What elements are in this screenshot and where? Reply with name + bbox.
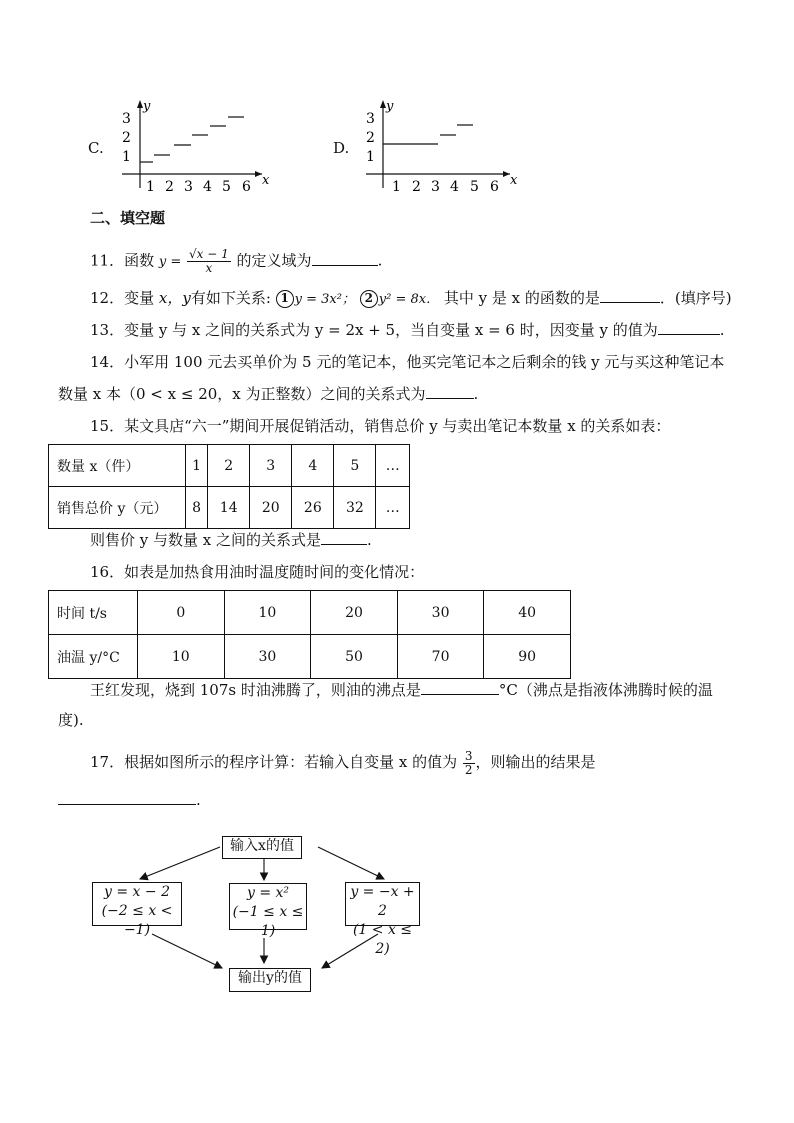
- q12-prefix: 12．变量: [90, 289, 155, 307]
- q16-line-1-text: 王红发现，烧到 107s 时油沸腾了，则油的沸点是: [90, 681, 421, 699]
- table-cell: 30: [397, 591, 484, 635]
- table-cell: 2: [208, 445, 250, 487]
- choice-d-label: D.: [333, 139, 350, 157]
- choice-c-label: C.: [88, 139, 104, 157]
- y-tick-1: 1: [366, 149, 375, 165]
- table-cell: 3: [250, 445, 292, 487]
- y-axis-label: y: [143, 99, 151, 114]
- question-15-intro: 15．某文具店“六一”期间开展促销活动，销售总价 y 与卖出笔记本数量 x 的关系如表：: [90, 417, 671, 435]
- q13-text: 13．变量 y 与 x 之间的关系式为 y = 2x + 5，当自变量 x = 6 时，因变量 y 的值为: [90, 321, 658, 339]
- table-cell: 4: [292, 445, 334, 487]
- x-axis-label: x: [262, 173, 270, 188]
- q11-tail: 的定义域为: [236, 251, 312, 270]
- table-cell: 70: [397, 635, 484, 679]
- q14-line-2-text: 数量 x 本（0 < x ≤ 20，x 为正整数）之间的关系式为: [58, 385, 426, 403]
- q17-frac-num: 3: [464, 748, 473, 763]
- q11-end: .: [377, 251, 383, 270]
- q12-tail: 其中 y 是 x 的函数的是: [443, 289, 600, 307]
- flow-middle-equation: y = x²: [246, 885, 290, 901]
- q11-numerator: √x − 1: [189, 247, 229, 261]
- table-cell: 5: [334, 445, 376, 487]
- x-tick-5: 5: [222, 179, 231, 194]
- flow-middle-box: [229, 883, 307, 939]
- flow-output-box: 输出y的值: [229, 968, 311, 992]
- q11-denominator: x: [205, 261, 213, 275]
- x-tick-3: 3: [184, 179, 193, 194]
- table-cell: 30: [224, 635, 311, 679]
- y-tick-3: 3: [366, 111, 375, 127]
- flow-right-equation: y = −x + 2: [350, 884, 415, 919]
- table-cell: 10: [224, 591, 311, 635]
- q15-row1-label: 数量 x（件）: [49, 445, 186, 487]
- q12-mid: 有如下关系:: [190, 289, 271, 307]
- x-tick-1: 1: [146, 179, 155, 194]
- y-tick-2: 2: [366, 130, 375, 146]
- q14-end: .: [473, 385, 479, 403]
- flow-left-equation: y = x − 2: [104, 884, 170, 900]
- q12-relation-2: y² = 8x．: [378, 292, 440, 307]
- table-cell: …: [376, 487, 410, 529]
- q16-row1-label: 时间 t/s: [49, 591, 138, 635]
- y-tick-3: 3: [122, 111, 131, 127]
- q17-end: .: [196, 791, 201, 809]
- q12-vars: x，y: [158, 289, 191, 307]
- x-tick-2: 2: [412, 179, 421, 194]
- flow-left-box: [92, 882, 182, 938]
- circled-one-icon: 1: [276, 290, 294, 308]
- q15-row2-label: 销售总价 y（元）: [49, 487, 186, 529]
- question-16-line-2: 度).: [58, 711, 84, 729]
- table-cell: 20: [250, 487, 292, 529]
- x-tick-1: 1: [392, 179, 401, 194]
- x-tick-4: 4: [203, 179, 212, 194]
- q17-tail: ，则输出的结果是: [475, 753, 596, 771]
- q16-row2-label: 油温 y/°C: [49, 635, 138, 679]
- x-axis-label: x: [510, 173, 518, 188]
- circled-two-icon: 2: [360, 290, 378, 308]
- q15-end: .: [367, 531, 372, 549]
- table-cell: 20: [311, 591, 398, 635]
- flow-input-box: 输入x的值: [222, 836, 302, 859]
- y-axis-label: y: [386, 99, 394, 114]
- table-cell: 32: [334, 487, 376, 529]
- q17-text: 17．根据如图所示的程序计算：若输入自变量 x 的值为: [90, 753, 458, 771]
- q12-end: ．(填序号): [659, 289, 732, 307]
- x-tick-6: 6: [490, 179, 499, 194]
- x-tick-5: 5: [470, 179, 479, 194]
- table-cell: 0: [138, 591, 225, 635]
- section-title: 二、填空题: [90, 209, 166, 227]
- table-cell: 40: [484, 591, 571, 635]
- x-tick-3: 3: [431, 179, 440, 194]
- table-cell: 50: [311, 635, 398, 679]
- y-tick-1: 1: [122, 149, 131, 165]
- q17-frac-den: 2: [464, 762, 473, 777]
- y-tick-2: 2: [122, 130, 131, 146]
- table-cell: 8: [186, 487, 208, 529]
- x-tick-4: 4: [450, 179, 459, 194]
- table-cell: 26: [292, 487, 334, 529]
- table-cell: 90: [484, 635, 571, 679]
- question-16-intro: 16．如表是加热食用油时温度随时间的变化情况：: [90, 563, 425, 581]
- q11-prefix: 11．函数: [90, 251, 155, 270]
- table-cell: 10: [138, 635, 225, 679]
- q13-end: .: [719, 321, 725, 339]
- question-14-line-1: 14．小军用 100 元去买单价为 5 元的笔记本，他买完笔记本之后剩余的钱 y 元与买这种笔记本: [90, 353, 725, 371]
- flow-middle-condition: (−1 ≤ x ≤ 1): [232, 904, 304, 939]
- flow-left-condition: (−2 ≤ x < −1): [101, 903, 173, 938]
- q11-y: y =: [158, 254, 182, 270]
- q15-after: 则售价 y 与数量 x 之间的关系式是: [90, 531, 322, 549]
- table-cell: …: [376, 445, 410, 487]
- table-cell: 1: [186, 445, 208, 487]
- flow-right-condition: (1 < x ≤ 2): [352, 922, 413, 957]
- x-tick-6: 6: [242, 179, 251, 194]
- table-cell: 14: [208, 487, 250, 529]
- x-tick-2: 2: [165, 179, 174, 194]
- flow-right-box: [345, 882, 420, 957]
- q16-line-1-end: °C（沸点是指液体沸腾时候的温: [498, 681, 713, 699]
- q12-relation-1: y = 3x²；: [294, 292, 355, 307]
